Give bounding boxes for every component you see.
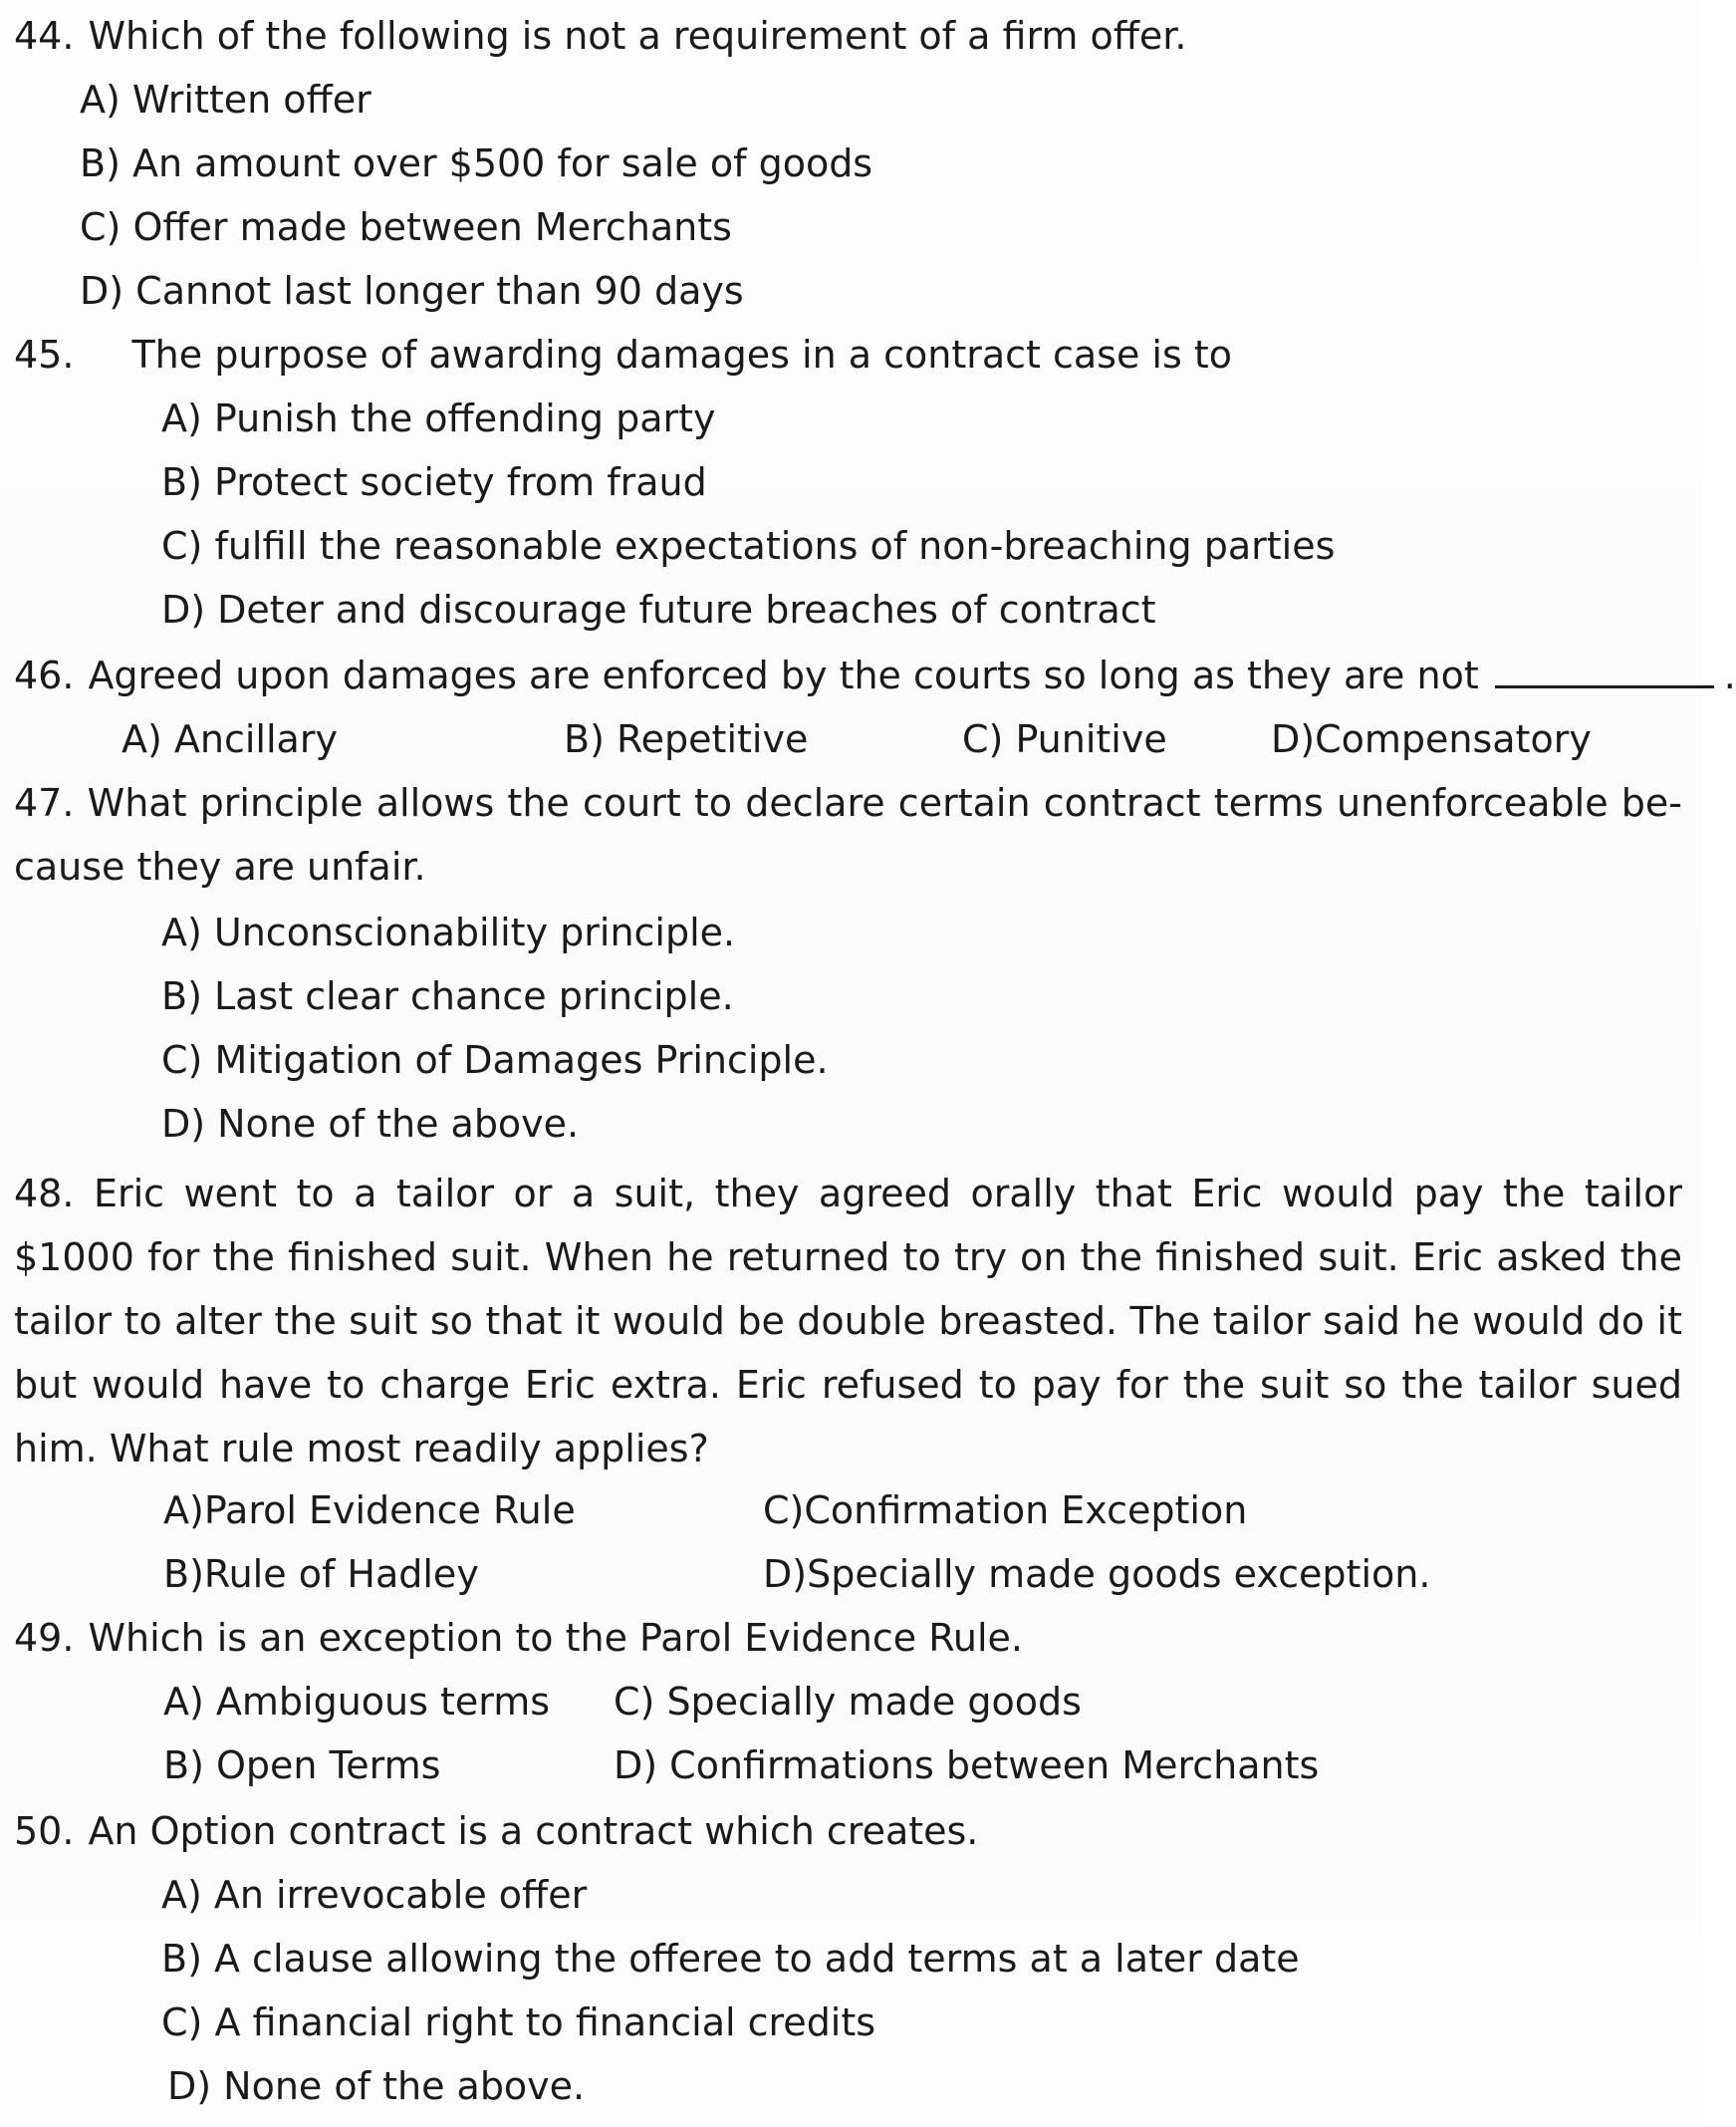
question-49 — [14, 1606, 1023, 1670]
option-44-d: D) Cannot last longer than 90 days — [80, 269, 744, 313]
option-50-a: A) An irrevocable offer — [161, 1873, 588, 1917]
question-number: 45. — [14, 333, 75, 377]
question-number: 48. — [14, 1172, 75, 1215]
option-46-a: A) Ancillary — [122, 717, 338, 761]
trailing-period: . — [1723, 654, 1736, 697]
question-text: Eric went to a tailor or a suit, they agreed orally that Eric would pay the tailor $1000 for the finished suit. When he returned to try on the finished suit. Eric asked the tailor to alter the suit so that it would be double breasted. The tailor said he would do it but would have to charge Eric extra. Eric refused to pay for the suit so the tailor sued him. What rule most readily applies? — [14, 1172, 1682, 1470]
option-50-c: C) A financial right to financial credits — [161, 2000, 876, 2044]
question-text: Agreed upon damages are enforced by the courts so long as they are not — [88, 654, 1479, 697]
option-50-b: B) A clause allowing the offeree to add terms at a later date — [161, 1937, 1300, 1981]
option-48-d: D)Specially made goods exception. — [763, 1552, 1431, 1596]
question-text: The purpose of awarding damages in a contract case is to — [131, 333, 1233, 377]
option-44-c: C) Offer made between Merchants — [80, 205, 732, 249]
option-45-b: B) Protect society from fraud — [161, 460, 707, 504]
question-text: An Option contract is a contract which creates. — [88, 1809, 979, 1853]
answer-blank — [1495, 650, 1714, 688]
option-46-b: B) Repetitive — [564, 717, 809, 761]
question-44 — [14, 4, 1187, 68]
question-46 — [14, 644, 1736, 707]
question-47 — [14, 771, 1682, 899]
option-49-b: B) Open Terms — [163, 1743, 441, 1787]
question-number: 49. — [14, 1616, 75, 1660]
option-44-b: B) An amount over $500 for sale of goods — [80, 141, 873, 185]
question-text: Which of the following is not a requirement of a firm offer. — [88, 14, 1187, 58]
option-44-a: A) Written offer — [80, 78, 372, 122]
option-49-a: A) Ambiguous terms — [163, 1680, 551, 1724]
question-48 — [14, 1162, 1682, 1480]
question-number: 46. — [14, 654, 75, 697]
question-number: 50. — [14, 1809, 75, 1853]
option-50-d: D) None of the above. — [167, 2064, 586, 2108]
option-47-c: C) Mitigation of Damages Principle. — [161, 1038, 829, 1082]
question-number: 44. — [14, 14, 75, 58]
option-49-c: C) Specially made goods — [614, 1680, 1082, 1724]
option-49-d: D) Confirmations between Merchants — [614, 1743, 1320, 1787]
option-46-c: C) Punitive — [962, 717, 1167, 761]
option-45-c: C) fulfill the reasonable expectations of non-breaching parties — [161, 524, 1336, 568]
question-45 — [14, 323, 1232, 387]
option-47-a: A) Unconscionability principle. — [161, 911, 736, 954]
question-number: 47. — [14, 781, 75, 825]
option-45-d: D) Deter and discourage future breaches of contract — [161, 588, 1156, 632]
question-text: What principle allows the court to declare certain contract terms unenforceable be- cause they are unfair. — [14, 781, 1682, 889]
question-50 — [14, 1799, 978, 1863]
option-48-a: A)Parol Evidence Rule — [163, 1488, 576, 1532]
option-46-d: D)Compensatory — [1271, 717, 1592, 761]
option-47-d: D) None of the above. — [161, 1102, 580, 1146]
question-text: Which is an exception to the Parol Evidence Rule. — [88, 1616, 1024, 1660]
option-47-b: B) Last clear chance principle. — [161, 974, 734, 1018]
option-45-a: A) Punish the offending party — [161, 397, 716, 440]
option-48-c: C)Confirmation Exception — [763, 1488, 1248, 1532]
option-48-b: B)Rule of Hadley — [163, 1552, 479, 1596]
